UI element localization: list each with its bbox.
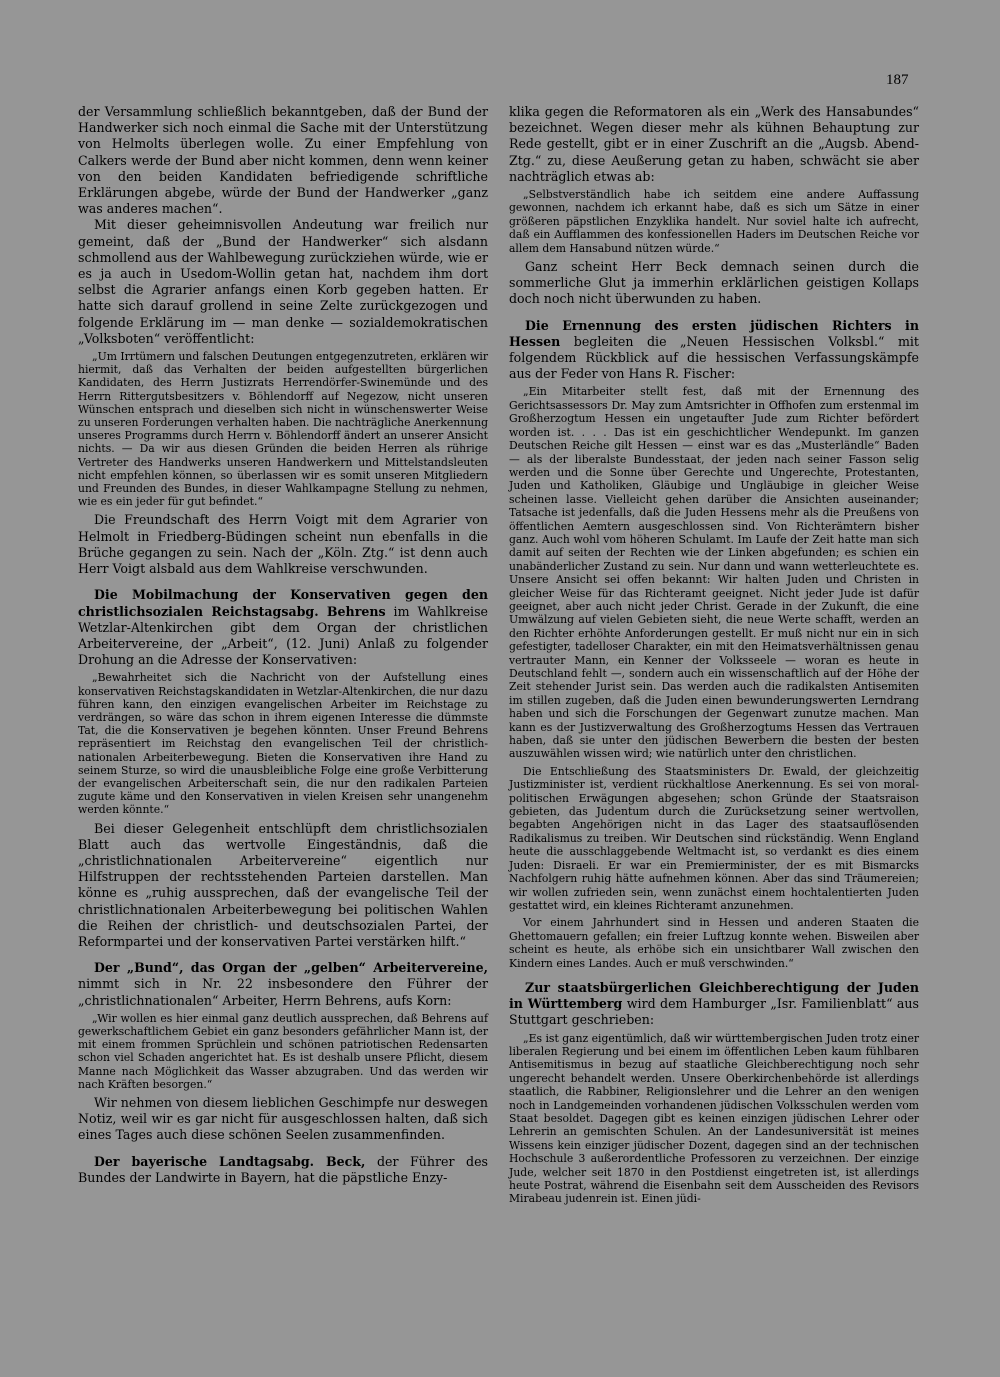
- article-lead-text: nimmt sich in Nr. 22 insbesondere den Führer der „christlichnationalen“ Arbeiter, Herrn Behrens, aufs Korn:: [78, 976, 488, 1008]
- quote-block: Vor einem Jahrhundert sind in Hessen und anderen Staaten die Ghettomauern gefallen; ein freier Luftzug konnte wehen. Bisweilen aber scheint es heute, als erhöbe sich ein unsichtbarer Wall zwischen den Kindern eines Landes. Auch er muß verschwinden.“: [509, 916, 919, 970]
- quote-block: „Um Irrtümern und falschen Deutungen entgegenzutreten, erklären wir hiermit, daß das Verhalten der beiden aufgestellten bürgerlichen Kandidaten, des Herrn Justizrats Herrendörfer-Swinemünde und des Herrn Rittergutsbesitzers v. Böhlendorff auf Negezow, nicht unseren Wünschen entsprach und dieselben sich nicht in wünschenswerter Weise zu unseren Forderungen verhalten haben. Die nachträgliche Anerkennung unseres Programms durch Herrn v. Böhlendorff ändert an unserer Ansicht nichts. — Da wir aus diesen Gründen die beiden Herren als rührige Vertreter des Handwerks unseren Handwerkern und Mittelstandsleuten nicht empfehlen können, so überlassen wir es somit unseren Mitgliedern und Freunden des Bundes, in dieser Wahlkampagne Stellung zu nehmen, wie es ein jeder für gut befindet.“: [78, 350, 488, 509]
- article-lead-text: im Wahlkreise Wetzlar-Altenkirchen gibt dem Organ der christlichen Arbeitervereine, der „Arbeit“, (12. Juni) Anlaß zu folgender Drohung an die Adresse der Konservativen:: [78, 603, 488, 668]
- paragraph: Mit dieser geheimnisvollen Andeutung war freilich nur gemeint, daß der „Bund der Handwerker“ sich alsdann schmollend aus der Wahlbewegung zurückziehen würde, wie er es ja auch in Usedom-Wollin getan hat, nachdem ihm dort selbst die Agrarier anfangs einen Korb gegeben hatten. Er hatte sich darauf grollend in seine Zelte zurückgezogen und folgende Erklärung im — man denke — sozialdemokratischen „Volksboten“ veröffentlicht:: [78, 217, 488, 346]
- article-lead-text: der Führer des Bundes der Landwirte in Bayern, hat die päpstliche Enzy-: [78, 1153, 488, 1185]
- article-headline: Die Mobilmachung der Konservativen gegen den christlichsozialen Reichstagsabg. Behrens: [78, 587, 488, 619]
- continued-paragraph: der Versammlung schließlich bekanntgeben, daß der Bund der Handwerker sich noch einmal die Sache mit der Unterstützung von Helmolts überlegen wolle. Zu einer Empfehlung von Calkers werde der Bund aber nicht kommen, denn wenn keiner von den beiden Kandidaten befriedigende schriftliche Erklärungen abgebe, würde der Bund der Handwerker „ganz was anderes machen“.: [78, 104, 488, 217]
- article-headline: Der bayerische Landtagsabg. Beck,: [94, 1153, 366, 1169]
- quote-block: „Selbstverständlich habe ich seitdem eine andere Auffassung gewonnen, nachdem ich erkannt habe, daß es sich um Sätze in einer größeren päpstlichen Enzyklika handelt. Nur soviel halte ich aufrecht, daß ein Aufflammen des konfessionellen Haders im Deutschen Reiche vor allem dem Hansabund nützen würde.“: [509, 188, 919, 255]
- article-paragraph: [78, 1154, 488, 1186]
- article-lead-text: begleiten die „Neuen Hessischen Volksbl.“ mit folgendem Rückblick auf die hessischen Verfassungskämpfe aus der Feder von Hans R. Fischer:: [509, 333, 919, 382]
- paragraph: Bei dieser Gelegenheit entschlüpft dem christlichsozialen Blatt auch das wertvolle Eingeständnis, daß die „christlichnationalen Arbeitervereine“ eigentlich nur Hilfstruppen der rechtsstehenden Parteien darstellen. Man könne es „ruhig aussprechen, daß der evangelische Teil der christlichnationalen Arbeiterbewegung bei politischen Wahlen die Reihen der christlich- und deutschsozialen Partei, der Reformpartei und der konservativen Partei verstärken hilft.“: [78, 820, 488, 949]
- article-paragraph: [509, 980, 919, 1029]
- right-column: [509, 104, 919, 1210]
- left-column: [78, 104, 488, 1186]
- quote-block: „Bewahrheitet sich die Nachricht von der Aufstellung eines konservativen Reichstagskandidaten in Wetzlar-Altenkirchen, die nur dazu führen kann, den einzigen evangelischen Arbeiter im Reichstage zu verdrängen, so wäre das schon in ihrem eigenen Interesse die dümmste Tat, die die Konservativen je begehen könnten. Unser Freund Behrens repräsentiert im Reichstag den evangelischen Teil der christlich-nationalen Arbeiterbewegung. Bieten die Konservativen ihre Hand zu seinem Sturze, so wird die unausbleibliche Folge eine große Verbitterung der evangelischen Arbeiterschaft sein, die nur den radikalen Parteien zugute käme und den Konservativen in vielen Kreisen sehr unangenehm werden könnte.“: [78, 671, 488, 817]
- paragraph: Wir nehmen von diesem lieblichen Geschimpfe nur deswegen Notiz, weil wir es gar nicht für ausgeschlossen halten, daß sich eines Tages auch diese schönen Seelen zusammenfinden.: [78, 1095, 488, 1143]
- quote-block: „Wir wollen es hier einmal ganz deutlich aussprechen, daß Behrens auf gewerkschaftlichem Gebiet ein ganz besonders gefährlicher Mann ist, der mit einem frommen Sprüchlein und schönen patriotischen Redensarten schon viel Schaden angerichtet hat. Es ist deshalb unsere Pflicht, diesem Manne nach Möglichkeit das Wasser abzugraben. Und das werden wir nach Kräften besorgen.“: [78, 1011, 488, 1091]
- article-lead-text: wird dem Hamburger „Isr. Familienblatt“ aus Stuttgart geschrieben:: [509, 996, 919, 1028]
- article-paragraph: [78, 960, 488, 1009]
- page-number: 187: [886, 72, 909, 88]
- article-headline: Zur staatsbürgerlichen Gleichberechtigung der Juden in Württemberg: [509, 979, 919, 1012]
- quote-block: „Es ist ganz eigentümlich, daß wir württembergischen Juden trotz einer liberalen Regierung und bei einem im öffentlichen Leben kaum fühlbaren Antisemitismus in bezug auf staatliche Gleichberechtigung noch sehr ungerecht behandelt werden. Unsere Oberkirchenbehörde ist allerdings staatlich, die Rabbiner, Religionslehrer und die Lehrer an den wenigen noch in Landgemeinden vorhandenen jüdischen Volksschulen werden vom Staat besoldet. Dagegen gibt es keinen einzigen jüdischen Lehrer oder Lehrerin an gemischten Schulen. An der Landesuniversität ist meines Wissens kein einziger jüdischer Dozent, dagegen sind an der technischen Hochschule 3 außerordentliche Professoren zu verzeichnen. Der einzige Jude, welcher seit 1870 in den Postdienst eingetreten ist, ist allerdings heute Postrat, während die Eisenbahn seit dem Ausscheiden des Revisors Mirabeau judenrein ist. Einen jüdi-: [509, 1031, 919, 1206]
- quote-block: „Ein Mitarbeiter stellt fest, daß mit der Ernennung des Gerichtsassessors Dr. May zum Amtsrichter in Offhofen zum erstenmal im Großherzogtum Hessen ein ungetaufter Jude zum Richter befördert worden ist. . . . Das ist ein geschichtlicher Wendepunkt. Im ganzen Deutschen Reiche gilt Hessen — einst war es das „Musterländle“ Baden — als der liberalste Bundesstaat, der jeden nach seiner Fasson selig werden und die Sonne über Gerechte und Ungerechte, Protestanten, Juden und Katholiken, Gläubige und Ungläubige in gleicher Weise scheinen lasse. Vielleicht gehen darüber die Ansichten auseinander; Tatsache ist jedenfalls, daß die Juden Hessens mehr als die Preußens von öffentlichen Aemtern ausgeschlossen sind. Von Richterämtern bisher ganz. Auch wohl vom höheren Schulamt. Im Laufe der Zeit hatte man sich damit auf seiten der Rechten wie der Linken abgefunden; es schien ein unabänderlicher Zustand zu sein. Nur dann und wann wetterleuchtete es. Unsere Ansicht sei offen bekannt: Wir halten Juden und Christen in gleicher Weise für das Richteramt geeignet. Nicht jeder Jude ist dafür geeignet, aber auch nicht jeder Christ. Gerade in der Zukunft, die eine Umwälzung auf vielen Gebieten sieht, die neue Werte schafft, werden an den Richter erhöhte Anforderungen gestellt. Er muß nicht nur ein in sich gefestigter, tadelloser Charakter, ein mit den Heimatsverhältnissen genau vertrauter Mann, ein Kenner der Volksseele — woran es heute in Deutschland fehlt —, sondern auch ein wissenschaftlich auf der Höhe der Zeit stehender Jurist sein. Das werden auch die radikalsten Antisemiten im stillen zugeben, daß die Juden einen bewunderungswerten Lerndrang haben und sich die Forschungen der Gegenwart zunutze machen. Man kann es der Justizverwaltung des Großherzogtums Hessen das Vertrauen haben, daß sie unter den jüdischen Bewerbern die besten der besten auszuwählen wissen wird; wie natürlich unter den christlichen.: [509, 385, 919, 761]
- paragraph: Ganz scheint Herr Beck demnach seinen durch die sommerliche Glut ja immerhin erklärlichen geistigen Kollaps doch noch nicht überwunden zu haben.: [509, 259, 919, 307]
- article-paragraph: [78, 587, 488, 668]
- quote-block: Die Entschließung des Staatsministers Dr. Ewald, der gleichzeitig Justizminister ist, verdient rückhaltlose Anerkennung. Es sei von moral-politischen Erwägungen abgesehen; schon Gründe der Staatsraison gebieten, das Judentum durch die Zurücksetzung seiner wertvollen, begabten Angehörigen nicht in das Lager des staatsauflösenden Radikalismus zu treiben. Wir Deutschen sind rückständig. Wenn England heute die ausschlaggebende Weltmacht ist, so verdankt es dies einem Juden: Disraeli. Er war ein Premierminister, der es mit Bismarcks Nachfolgern ruhig hätte aufnehmen können. Aber das sind Träumereien; wir wollen zufrieden sein, wenn zunächst einem hochtalentierten Juden gestattet wird, ein kleines Richteramt anzunehmen.: [509, 764, 919, 912]
- article-headline: Die Ernennung des ersten jüdischen Richters in Hessen: [509, 317, 919, 349]
- continued-paragraph: klika gegen die Reformatoren als ein „Werk des Hansabundes“ bezeichnet. Wegen dieser mehr als kühnen Behauptung zur Rede gestellt, gibt er in einer Zuschrift an die „Augsb. Abend-Ztg.“ zu, diese Aeußerung getan zu haben, schwächt sie aber nachträglich etwas ab:: [509, 104, 919, 184]
- article-headline: Der „Bund“, das Organ der „gelben“ Arbeitervereine,: [94, 960, 488, 976]
- paragraph: Die Freundschaft des Herrn Voigt mit dem Agrarier von Helmolt in Friedberg-Büdingen scheint nun ebenfalls in die Brüche gegangen zu sein. Nach der „Köln. Ztg.“ ist denn auch Herr Voigt alsbald aus dem Wahlkreise verschwunden.: [78, 512, 488, 577]
- article-paragraph: [509, 318, 919, 383]
